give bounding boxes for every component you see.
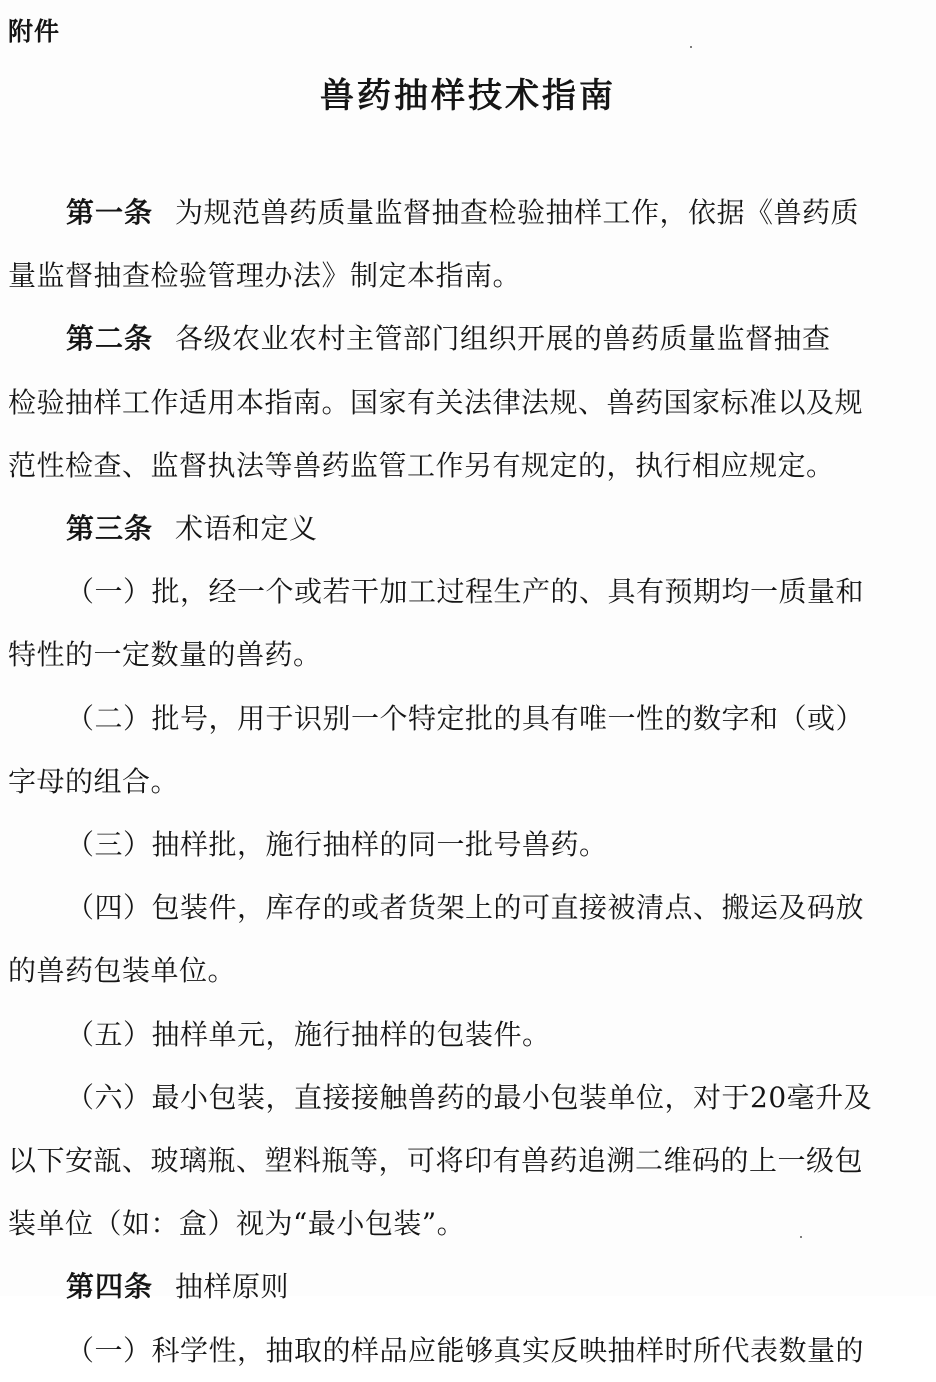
article-1-line-1: 第一条 为规范兽药质量监督抽查检验抽样工作，依据《兽药质 <box>66 196 860 229</box>
document-body <box>8 181 928 1382</box>
article-2-label: 第二条 <box>66 322 154 356</box>
article-2-line-2: 检验抽样工作适用本指南。国家有关法律法规、兽药国家标准以及规 <box>8 385 864 419</box>
article-1-label: 第一条 <box>66 196 154 229</box>
article-2-line-3: 范性检查、监督执法等兽药监管工作另有规定的，执行相应规定。 <box>8 448 835 482</box>
scan-speck <box>690 46 692 48</box>
definition-6-line-2: 以下安瓿、玻璃瓶、塑料瓶等，可将印有兽药追溯二维码的上一级包 <box>8 1144 864 1178</box>
definition-4-line-2: 的兽药包装单位。 <box>8 954 237 988</box>
article-3-label: 第三条 <box>66 512 154 546</box>
definition-6-line-1: （六）最小包装，直接接触兽药的最小包装单位，对于20毫升及 <box>66 1080 873 1114</box>
attachment-label: 附件 <box>8 17 61 46</box>
principle-1-line-1: （一）科学性，抽取的样品应能够真实反映抽样时所代表数量的 <box>66 1333 865 1367</box>
definition-5-line-1: （五）抽样单元，施行抽样的包装件。 <box>66 1017 551 1051</box>
article-4-line-1: 第四条 抽样原则 <box>66 1270 290 1304</box>
article-1-line-2: 量监督抽查检验管理办法》制定本指南。 <box>8 259 522 293</box>
definition-4-line-1: （四）包装件，库存的或者货架上的可直接被清点、搬运及码放 <box>66 891 865 925</box>
article-4-label: 第四条 <box>66 1270 154 1304</box>
scan-speck <box>800 1236 802 1238</box>
article-2-line-1: 第二条 各级农业农村主管部门组织开展的兽药质量监督抽查 <box>66 322 831 356</box>
definition-1-line-2: 特性的一定数量的兽药。 <box>8 638 322 672</box>
definition-3-line-1: （三）抽样批，施行抽样的同一批号兽药。 <box>66 828 608 862</box>
document-title: 兽药抽样技术指南 <box>320 76 616 116</box>
definition-2-line-1: （二）批号，用于识别一个特定批的具有唯一性的数字和（或） <box>66 701 865 735</box>
article-3-line-1: 第三条 术语和定义 <box>66 512 318 546</box>
definition-6-line-3: 装单位（如：盒）视为“最小包装”。 <box>8 1207 466 1241</box>
definition-2-line-2: 字母的组合。 <box>8 764 180 798</box>
definition-1-line-1: （一）批，经一个或若干加工过程生产的、具有预期均一质量和 <box>66 575 865 609</box>
